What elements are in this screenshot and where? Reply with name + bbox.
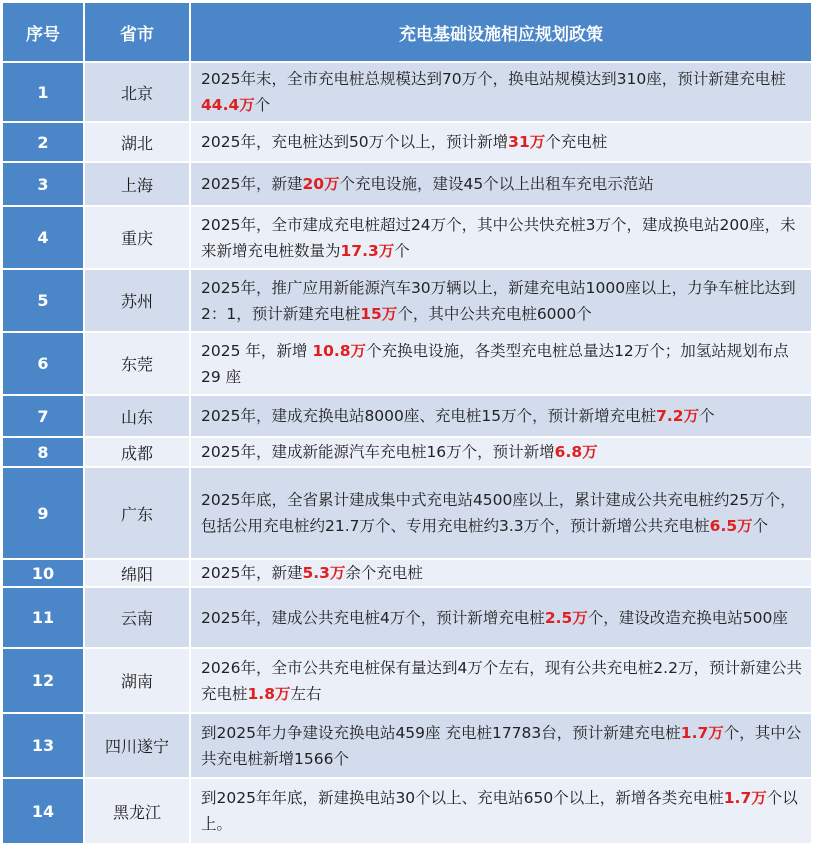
row-province: 湖北 <box>85 123 191 161</box>
row-province: 上海 <box>85 163 191 205</box>
policy-table <box>3 3 811 845</box>
row-number: 3 <box>3 163 85 205</box>
policy-text-tail: 个，建设改造充换电站500座 <box>587 608 788 627</box>
row-province: 北京 <box>85 63 191 121</box>
row-number: 2 <box>3 123 85 161</box>
row-number: 4 <box>3 207 85 268</box>
policy-text: 2025年，新建 <box>201 175 303 193</box>
policy-text: 2026年，全市公共充电桩保有量达到4万个左右，现有公共充电桩2.2万，预计新建公共充电桩 <box>201 658 802 703</box>
row-number: 6 <box>3 333 85 394</box>
row-number: 11 <box>3 588 85 647</box>
row-province: 四川遂宁 <box>85 714 191 777</box>
row-policy <box>191 333 811 394</box>
row-province: 广东 <box>85 468 191 558</box>
policy-text: 2025年，充电桩达到50万个以上，预计新增 <box>201 133 509 151</box>
row-number: 7 <box>3 396 85 436</box>
row-province: 绵阳 <box>85 560 191 586</box>
policy-highlight: 31万 <box>508 133 546 151</box>
policy-highlight: 7.2万 <box>656 407 700 425</box>
policy-text-tail: 个，其中公共充电桩6000个 <box>397 304 592 323</box>
table-row <box>3 207 811 270</box>
policy-highlight: 17.3万 <box>340 241 395 260</box>
table-row <box>3 438 811 468</box>
policy-text-tail: 个以上。 <box>201 789 798 833</box>
row-policy <box>191 63 811 121</box>
policy-highlight: 15万 <box>360 304 398 323</box>
policy-highlight: 2.5万 <box>544 608 588 627</box>
header-policy: 充电基础设施相应规划政策 <box>399 24 603 45</box>
row-number: 1 <box>3 63 85 121</box>
policy-text: 2025年末，全市充电桩总规模达到70万个，换电站规模达到310座，预计新建充电桩 <box>201 70 786 88</box>
policy-text: 2025年，建成公共充电桩4万个，预计新增充电桩 <box>201 608 545 627</box>
row-policy <box>191 123 811 161</box>
policy-highlight: 6.8万 <box>554 443 598 461</box>
row-number: 14 <box>3 779 85 843</box>
policy-text: 2025年，建成充换电站8000座、充电桩15万个，预计新增充电桩 <box>201 407 657 425</box>
policy-text-tail: 个充换电设施，各类型充电桩总量达12万个；加氢站规划布点 29 座 <box>201 341 789 386</box>
table-row <box>3 588 811 649</box>
policy-text: 2025 年，新增 <box>201 341 313 360</box>
policy-highlight: 5.3万 <box>302 564 346 582</box>
row-policy <box>191 438 811 466</box>
table-row <box>3 649 811 714</box>
row-number: 9 <box>3 468 85 558</box>
row-policy <box>191 560 811 586</box>
row-province: 重庆 <box>85 207 191 268</box>
row-number: 5 <box>3 270 85 331</box>
header-index: 序号 <box>3 3 85 61</box>
row-policy <box>191 396 811 436</box>
policy-text-tail: 左右 <box>290 684 322 703</box>
row-policy <box>191 468 811 558</box>
row-number: 10 <box>3 560 85 586</box>
policy-text-tail: 个 <box>699 407 715 425</box>
row-policy <box>191 779 811 843</box>
row-policy <box>191 649 811 712</box>
policy-highlight: 44.4万 <box>201 96 255 114</box>
row-province: 黑龙江 <box>85 779 191 843</box>
policy-highlight: 6.5万 <box>709 517 753 535</box>
table-row <box>3 779 811 845</box>
policy-text-tail: 个 <box>752 517 769 535</box>
row-province: 苏州 <box>85 270 191 331</box>
policy-text: 2025年，推广应用新能源汽车30万辆以上，新建充电站1000座以上，力争车桩比达到2：1，预计新建充电桩 <box>201 278 796 323</box>
row-province: 山东 <box>85 396 191 436</box>
row-province: 成都 <box>85 438 191 466</box>
policy-highlight: 1.7万 <box>723 789 767 807</box>
table-row <box>3 163 811 207</box>
policy-text-tail: 个充电桩 <box>545 133 608 151</box>
row-number: 13 <box>3 714 85 777</box>
policy-text: 到2025年力争建设充换电站459座 充电桩17783台，预计新建充电桩 <box>201 723 681 742</box>
row-province: 东莞 <box>85 333 191 394</box>
row-policy <box>191 163 811 205</box>
policy-text: 2025年底，全省累计建成集中式充电站4500座以上，累计建成公共充电桩约25万个，包括公用充电桩约21.7万个、专用充电桩约3.3万个，预计新增公共充电桩 <box>201 491 796 535</box>
policy-highlight: 1.8万 <box>247 684 291 703</box>
table-header <box>3 3 811 63</box>
table-row <box>3 63 811 123</box>
row-number: 8 <box>3 438 85 466</box>
row-policy <box>191 588 811 647</box>
table-row <box>3 468 811 560</box>
policy-text-tail: 个 <box>254 96 271 114</box>
table-row <box>3 396 811 438</box>
policy-text-tail: 个，其中公共充电桩新增1566个 <box>201 723 802 768</box>
row-policy <box>191 207 811 268</box>
row-number: 12 <box>3 649 85 712</box>
row-policy <box>191 714 811 777</box>
row-policy <box>191 270 811 331</box>
policy-highlight: 1.7万 <box>680 723 724 742</box>
table-row <box>3 333 811 396</box>
policy-text: 到2025年年底，新建换电站30个以上、充电站650个以上，新增各类充电桩 <box>201 789 724 807</box>
policy-text-tail: 余个充电桩 <box>345 564 423 582</box>
policy-highlight: 20万 <box>302 175 340 193</box>
table-row <box>3 270 811 333</box>
policy-text: 2025年，建成新能源汽车充电桩16万个，预计新增 <box>201 443 555 461</box>
row-province: 湖南 <box>85 649 191 712</box>
policy-text-tail: 个 <box>394 241 410 260</box>
row-province: 云南 <box>85 588 191 647</box>
policy-text-tail: 个充电设施，建设45个以上出租车充电示范站 <box>339 175 654 193</box>
policy-text: 2025年，全市建成充电桩超过24万个，其中公共快充桩3万个，建成换电站200座，未来新增充电桩数量为 <box>201 215 796 260</box>
table-row <box>3 714 811 779</box>
header-province: 省市 <box>85 3 191 61</box>
policy-text: 2025年，新建 <box>201 564 303 582</box>
table-row <box>3 560 811 588</box>
policy-highlight: 10.8万 <box>312 341 367 360</box>
table-row <box>3 123 811 163</box>
